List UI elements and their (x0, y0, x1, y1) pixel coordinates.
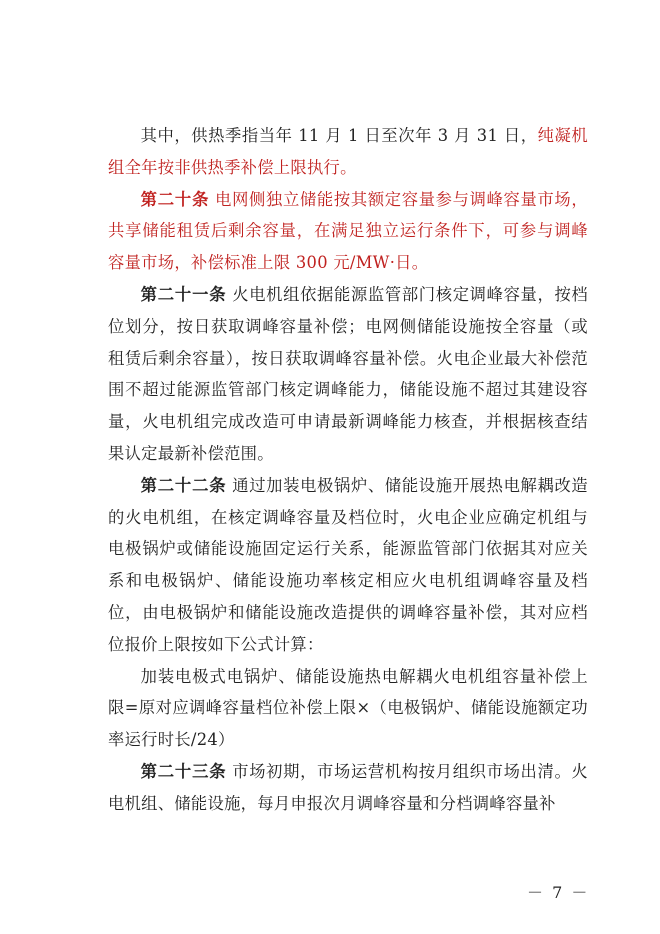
paragraph-article-22 (108, 470, 588, 661)
page-number: － 7 － (527, 883, 590, 902)
article-20-text: 电网侧独立储能按其额定容量参与调峰容量市场，共享储能租赁后剩余容量，在满足独立运行条件下，可参与调峰容量市场，补偿标准上限 300 元/MW·日。 (108, 189, 588, 273)
article-22-heading: 第二十二条 (140, 475, 227, 495)
article-21-heading: 第二十一条 (140, 284, 227, 304)
paragraph-article-23 (108, 756, 588, 820)
article-22-text: 通过加装电极锅炉、储能设施开展热电解耦改造的火电机组，在核定调峰容量及档位时，火电企业应确定机组与电极锅炉或储能设施固定运行关系，能源监管部门依据其对应关系和电极锅炉、储能设施功率核定相应火电机组调峰容量及档位，由电极锅炉和储能设施改造提供的调峰容量补偿，其对应档位报价上限按如下公式计算： (108, 475, 588, 654)
article-20-heading: 第二十条 (140, 189, 210, 209)
document-body (108, 120, 588, 820)
condensing-unit-text: 纯凝机组全年按非供热季补偿上限执行。 (108, 126, 588, 177)
formula-text: 加装电极式电锅炉、储能设施热电解耦火电机组容量补偿上限=原对应调峰容量档位补偿上限×（电极锅炉、储能设施额定功率运行时长/24） (108, 666, 588, 750)
heating-season-text: 其中，供热季指当年 11 月 1 日至次年 3 月 31 日， (140, 126, 538, 145)
article-21-text: 火电机组依据能源监管部门核定调峰容量，按档位划分，按日获取调峰容量补偿；电网侧储能设施按全容量（或租赁后剩余容量），按日获取调峰容量补偿。火电企业最大补偿范围不超过能源监管部门核定调峰能力，储能设施不超过其建设容量，火电机组完成改造可申请最新调峰能力核查，并根据核查结果认定最新补偿范围。 (108, 284, 588, 463)
paragraph-article-20 (108, 184, 588, 279)
article-23-heading: 第二十三条 (140, 761, 227, 781)
paragraph-article-21 (108, 279, 588, 470)
article-23-text: 市场初期，市场运营机构按月组织市场出清。火电机组、储能设施，每月申报次月调峰容量和分档调峰容量补 (108, 761, 588, 813)
paragraph-formula (108, 661, 588, 756)
paragraph-heating-season (108, 120, 588, 184)
